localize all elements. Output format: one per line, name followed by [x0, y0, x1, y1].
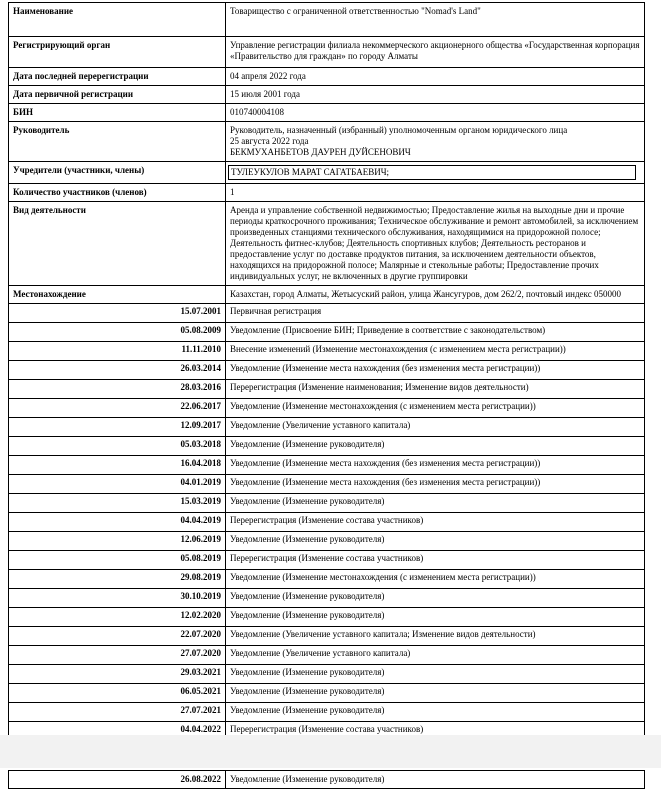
info-label: Учредители (участники, члены) — [9, 162, 226, 184]
founder-name: ТУЛЕУКУЛОВ МАРАТ САГАТБАЕВИЧ; — [228, 165, 636, 180]
history-row — [9, 437, 645, 456]
history-event: Внесение изменений (Изменение местонахождения (с изменением места регистрации)) — [226, 342, 645, 361]
history-event: Первичная регистрация — [226, 304, 645, 323]
info-value: 010740004108 — [226, 104, 645, 122]
info-row-name — [9, 3, 645, 37]
info-value: 15 июля 2001 года — [226, 86, 645, 104]
history-row — [9, 646, 645, 665]
history-event: Уведомление (Изменение места нахождения (без изменения места регистрации)) — [226, 456, 645, 475]
info-value: 04 апреля 2022 года — [226, 68, 645, 86]
info-value: Аренда и управление собственной недвижимостью; Предоставление жилья на выходные дни и прочие периоды краткосрочного проживания; Техническое обслуживание и ремонт автомобилей, за исключением произведенных станциями технического обслуживания, находящимися на придорожной полосе; Деятельность фитнес-клубов; Деятельность спортивных клубов; Деятельность ресторанов и предоставление услуг по доставке продуктов питания, за исключением деятельности объектов, находящихся на придорожной полосе; Малярные и стекольные работы; Предоставление прочих индивидуальных услуг, не включенных в другие группировки — [226, 202, 645, 286]
history-date: 29.03.2021 — [9, 665, 226, 684]
history-date: 28.03.2016 — [9, 380, 226, 399]
history-row — [9, 513, 645, 532]
history-event: Перерегистрация (Изменение состава участников) — [226, 513, 645, 532]
info-label: БИН — [9, 104, 226, 122]
history-row — [9, 684, 645, 703]
info-label: Дата первичной регистрации — [9, 86, 226, 104]
registration-info-table — [8, 2, 645, 741]
head-appointment-date: 25 августа 2022 года — [230, 136, 309, 146]
history-event: Уведомление (Изменение руководителя) — [226, 589, 645, 608]
history-date: 05.08.2009 — [9, 323, 226, 342]
info-row-registering-authority — [9, 37, 645, 68]
history-row — [9, 361, 645, 380]
history-date: 12.02.2020 — [9, 608, 226, 627]
history-event: Уведомление (Изменение руководителя) — [226, 494, 645, 513]
info-value — [226, 122, 645, 162]
history-date: 16.04.2018 — [9, 456, 226, 475]
info-label: Регистрирующий орган — [9, 37, 226, 68]
history-table-continued — [8, 770, 645, 789]
history-date: 05.03.2018 — [9, 437, 226, 456]
history-date: 27.07.2021 — [9, 703, 226, 722]
history-date: 15.03.2019 — [9, 494, 226, 513]
info-value: 1 — [226, 184, 645, 202]
info-label: Руководитель — [9, 122, 226, 162]
history-date: 12.06.2019 — [9, 532, 226, 551]
history-row — [9, 551, 645, 570]
info-label: Дата последней перерегистрации — [9, 68, 226, 86]
history-date: 30.10.2019 — [9, 589, 226, 608]
history-row — [9, 418, 645, 437]
history-date: 11.11.2010 — [9, 342, 226, 361]
info-row-activity — [9, 202, 645, 286]
info-value: Товарищество с ограниченной ответственностью "Nomad's Land" — [226, 3, 645, 37]
info-label: Количество участников (членов) — [9, 184, 226, 202]
history-date: 06.05.2021 — [9, 684, 226, 703]
history-row — [9, 304, 645, 323]
history-event: Уведомление (Изменение руководителя) — [226, 532, 645, 551]
history-date: 12.09.2017 — [9, 418, 226, 437]
history-event: Уведомление (Изменение руководителя) — [226, 703, 645, 722]
history-row — [9, 771, 645, 789]
history-row — [9, 323, 645, 342]
head-appointment: Руководитель, назначенный (избранный) уполномоченным органом юридического лица — [230, 125, 568, 135]
registration-certificate-page-1 — [8, 2, 644, 741]
registration-certificate-page-2 — [8, 770, 644, 789]
info-row-location — [9, 286, 645, 304]
history-date: 04.04.2019 — [9, 513, 226, 532]
info-label: Наименование — [9, 3, 226, 37]
info-row-head — [9, 122, 645, 162]
history-date: 05.08.2019 — [9, 551, 226, 570]
history-row — [9, 399, 645, 418]
info-value: Управление регистрации филиала некоммерческого акционерного общества «Государственная корпорация «Правительство для граждан» по городу Алматы — [226, 37, 645, 68]
history-event: Уведомление (Изменение места нахождения (без изменения места регистрации)) — [226, 361, 645, 380]
history-event: Уведомление (Изменение руководителя) — [226, 771, 645, 789]
history-event: Уведомление (Изменение руководителя) — [226, 608, 645, 627]
history-row — [9, 627, 645, 646]
history-event: Уведомление (Увеличение уставного капитала; Изменение видов деятельности) — [226, 627, 645, 646]
history-date: 04.04.2022 — [9, 722, 226, 741]
info-label: Вид деятельности — [9, 202, 226, 286]
history-row — [9, 608, 645, 627]
info-row-member-count — [9, 184, 645, 202]
history-date: 22.07.2020 — [9, 627, 226, 646]
history-row — [9, 570, 645, 589]
history-event: Уведомление (Изменение руководителя) — [226, 437, 645, 456]
history-date: 04.01.2019 — [9, 475, 226, 494]
history-date: 15.07.2001 — [9, 304, 226, 323]
page-break — [0, 735, 661, 768]
history-event: Уведомление (Изменение руководителя) — [226, 665, 645, 684]
history-row — [9, 532, 645, 551]
info-label: Местонахождение — [9, 286, 226, 304]
info-row-bin — [9, 104, 645, 122]
history-row — [9, 494, 645, 513]
history-row — [9, 456, 645, 475]
info-value — [226, 162, 645, 184]
history-date: 27.07.2020 — [9, 646, 226, 665]
history-row — [9, 665, 645, 684]
history-row — [9, 380, 645, 399]
head-name: БЕКМУХАНБЕТОВ ДАУРЕН ДУЙСЕНОВИЧ — [230, 147, 411, 157]
history-date: 26.03.2014 — [9, 361, 226, 380]
history-date: 29.08.2019 — [9, 570, 226, 589]
info-row-primary-registration — [9, 86, 645, 104]
history-row — [9, 475, 645, 494]
info-row-last-reregistration — [9, 68, 645, 86]
history-event: Перерегистрация (Изменение наименования; Изменение видов деятельности) — [226, 380, 645, 399]
history-event: Уведомление (Изменение местонахождения (с изменением места регистрации)) — [226, 399, 645, 418]
history-row — [9, 589, 645, 608]
info-value: Казахстан, город Алматы, Жетысуский район, улица Жансугуров, дом 262/2, почтовый индекс 050000 — [226, 286, 645, 304]
history-row — [9, 342, 645, 361]
history-event: Уведомление (Увеличение уставного капитала) — [226, 646, 645, 665]
history-event: Уведомление (Изменение места нахождения (без изменения места регистрации)) — [226, 475, 645, 494]
history-event: Уведомление (Присвоение БИН; Приведение в соответствие с законодательством) — [226, 323, 645, 342]
history-event: Уведомление (Изменение руководителя) — [226, 684, 645, 703]
history-date: 26.08.2022 — [9, 771, 226, 789]
history-event: Перерегистрация (Изменение состава участников) — [226, 722, 645, 741]
history-event: Уведомление (Увеличение уставного капитала) — [226, 418, 645, 437]
history-event: Уведомление (Изменение местонахождения (с изменением места регистрации)) — [226, 570, 645, 589]
history-event: Перерегистрация (Изменение состава участников) — [226, 551, 645, 570]
info-row-founders — [9, 162, 645, 184]
history-row — [9, 703, 645, 722]
history-date: 22.06.2017 — [9, 399, 226, 418]
